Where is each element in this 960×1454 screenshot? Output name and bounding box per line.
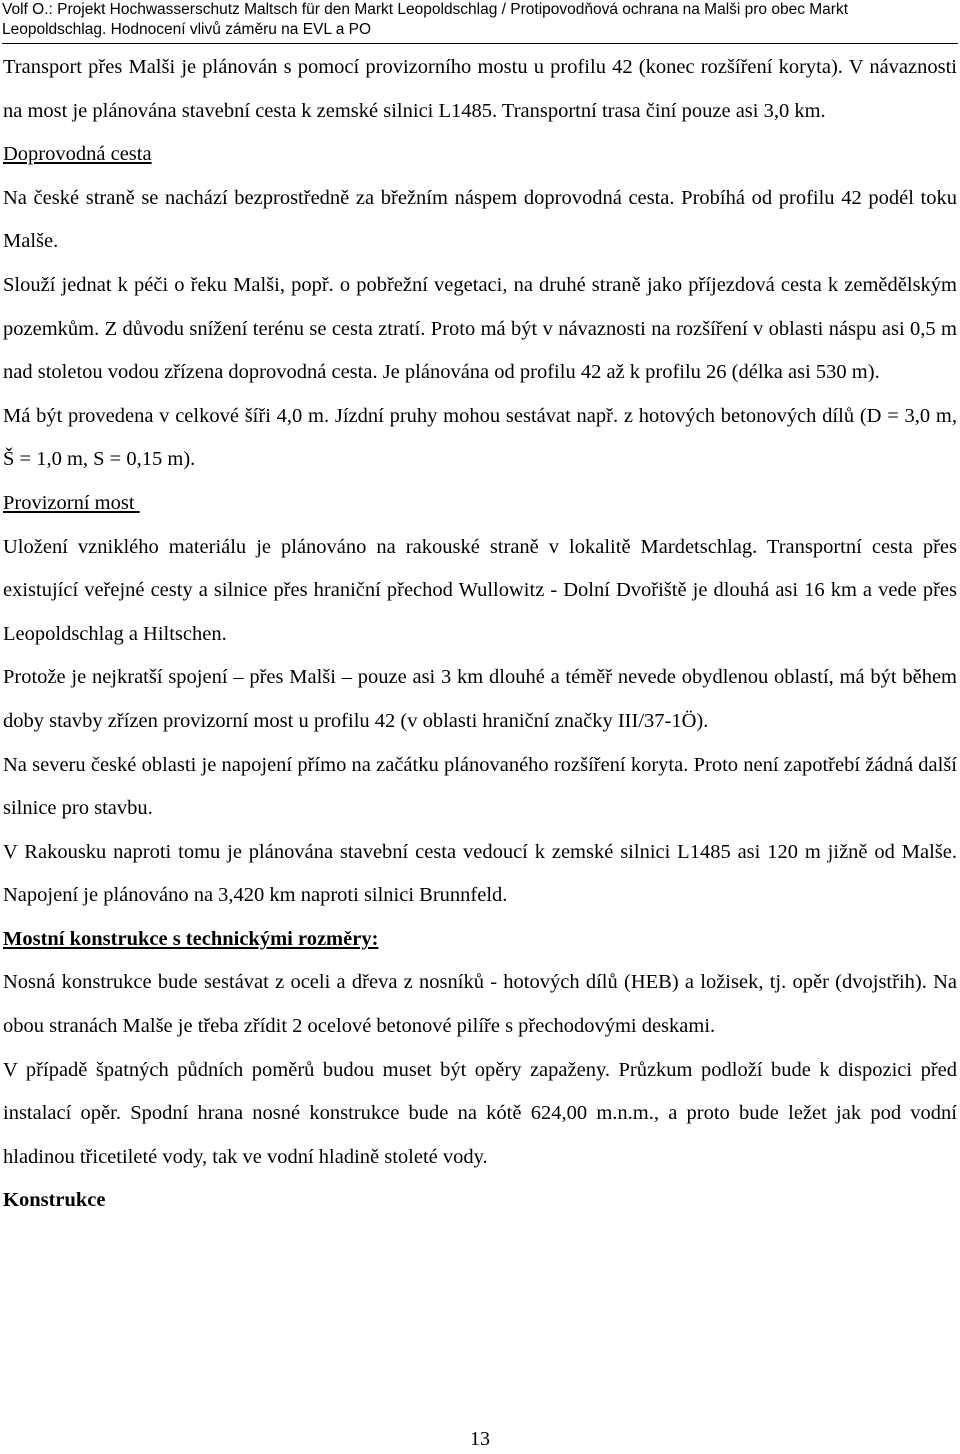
paragraph-ceska-strana: Na české straně se nachází bezprostředně za břežním náspem doprovodná cesta. Probíhá od profilu 42 podél toku Malše.	[3, 186, 957, 253]
heading-doprovodna-cesta: Doprovodná cesta	[3, 143, 152, 166]
paragraph-ulozeni: Uložení vzniklého materiálu je plánováno na rakouské straně v lokalitě Mardetschlag. Transportní cesta přes existující veřejné cesty a silnice přes hraniční přechod Wullowitz - Dolní Dvořiště je dlouhá asi 16 km a vede přes Leopoldschlag a Hiltschen.	[3, 535, 957, 645]
paragraph-protoze: Protože je nejkratší spojení – přes Malši – pouze asi 3 km dlouhé a téměř nevede obydlenou oblastí, má být během doby stavby zřízen provizorní most u profilu 42 (v oblasti hraniční značky III/37-1Ö).	[3, 666, 957, 732]
paragraph-slouzi: Slouží jednat k péči o řeku Malši, popř. o pobřežní vegetaci, na druhé straně jako příjezdová cesta k zemědělským pozemkům. Z důvodu snížení terénu se cesta ztratí. Proto má být v návaznosti na rozšíření v oblasti náspu asi 0,5 m nad stoletou vodou zřízena doprovodná cesta. Je plánována od profilu 42 až k profilu 26 (délka asi 530 m).	[3, 273, 957, 384]
paragraph-sire: Má být provedena v celkové šíři 4,0 m. Jízdní pruhy mohou sestávat např. z hotových betonových dílů (D = 3,0 m, Š = 1,0 m, S = 0,15 m).	[3, 404, 957, 471]
paragraph-rakousko: V Rakousku naproti tomu je plánována stavební cesta vedoucí k zemské silnici L1485 asi 120 m jižně od Malše. Napojení je plánováno na 3,420 km naproti silnici Brunnfeld.	[3, 840, 957, 907]
header-line-2: Leopoldschlag. Hodnocení vlivů záměru na EVL a PO	[2, 21, 372, 38]
paragraph-pudni-pomery: V případě špatných půdních poměrů budou muset být opěry zapaženy. Průzkum podloží bude k dispozici před instalací opěr. Spodní hrana nosné konstrukce bude na kótě 624,00 m.n.m., a proto bude ležet jak pod vodní hladinou třicetileté vody, tak ve vodní hladině stoleté vody.	[3, 1058, 957, 1168]
heading-mostni-konstrukce: Mostní konstrukce s technickými rozměry:	[3, 927, 379, 950]
heading-konstrukce: Konstrukce	[3, 1189, 106, 1212]
paragraph-transport: Transport přes Malši je plánován s pomocí provizorního mostu u profilu 42 (konec rozšíření koryta). V návaznosti na most je plánována stavební cesta k zemské silnici L1485. Transportní trasa činí pouze asi 3,0 km.	[3, 56, 957, 122]
header-line-1: Volf O.: Projekt Hochwasserschutz Maltsch für den Markt Leopoldschlag / Protipovodňová ochrana na Malši pro obec Markt	[2, 1, 849, 18]
document-body	[3, 46, 957, 1223]
paragraph-sever: Na severu české oblasti je napojení přímo na začátku plánovaného rozšíření koryta. Proto není zapotřebí žádná další silnice pro stavbu.	[3, 753, 957, 820]
page-header	[2, 0, 958, 44]
page-number: 13	[470, 1428, 490, 1450]
paragraph-nosna-konstrukce: Nosná konstrukce bude sestávat z oceli a dřeva z nosníků - hotových dílů (HEB) a ložisek, tj. opěr (dvojstřih). Na obou stranách Malše je třeba zřídit 2 ocelové betonové pilíře s přechodovými deskami.	[3, 971, 957, 1038]
heading-provizorni-most: Provizorní most	[3, 491, 140, 514]
